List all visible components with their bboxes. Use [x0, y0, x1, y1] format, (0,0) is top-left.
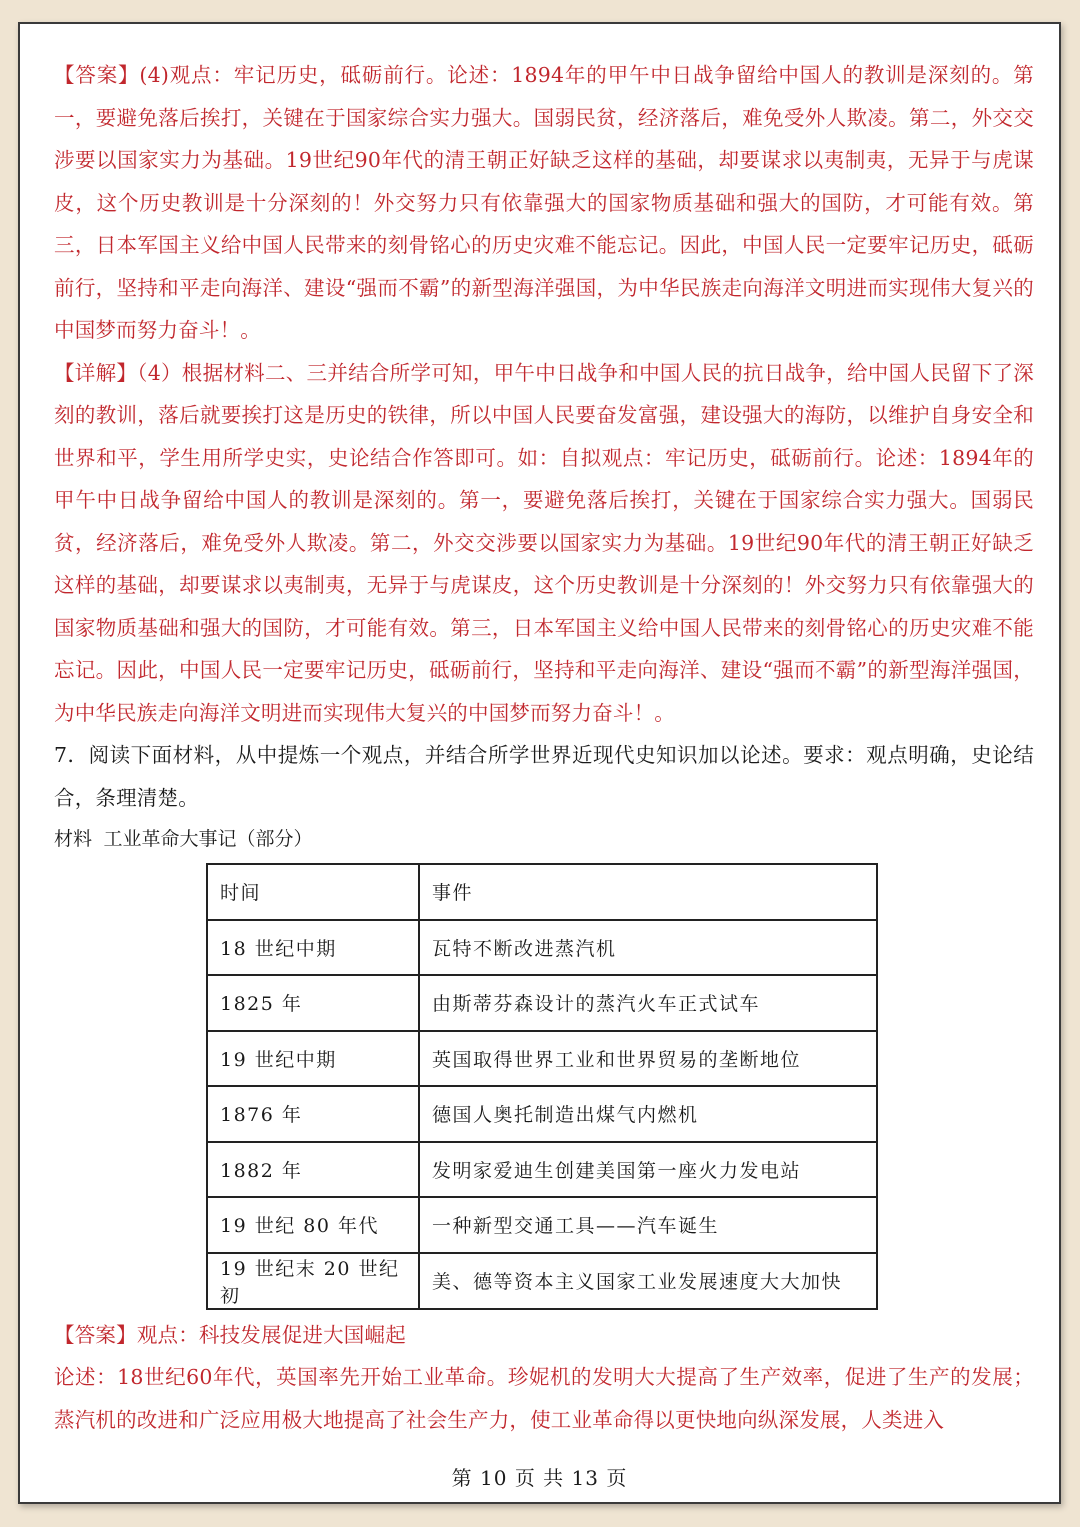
explanation-text: （4）根据材料二、三并结合所学可知，甲午中日战争和中国人民的抗日战争，给中国人民留下了深刻的教训，落后就要挨打这是历史的铁律，所以中国人民要奋发富强，建设强大的海防，以维护自身安全和世界和平，学生用所学史实，史论结合作答即可。如：自拟观点：牢记历史，砥砺前行。论述：1894年的甲午中日战争留给中国人的教训是深刻的。第一，要避免落后挨打，关键在于国家综合实力强大。国弱民贫，经济落后，难免受外人欺凌。第二，外交交涉要以国家实力为基础。19世纪90年代的清王朝正好缺乏这样的基础，却要谋求以夷制夷，无异于与虎谋皮，这个历史教训是十分深刻的！外交努力只有依靠强大的国家物质基础和强大的国防，才可能有效。第三，日本军国主义给中国人民带来的刻骨铭心的历史灾难不能忘记。因此，中国人民一定要牢记历史，砥砺前行，坚持和平走向海洋、建设“强而不霸”的新型海洋强国，为中华民族走向海洋文明进而实现伟大复兴的中国梦而努力奋斗！。 — [54, 360, 1034, 725]
answer-text: 观点：科技发展促进大国崛起 — [136, 1322, 406, 1347]
table-row — [207, 920, 877, 976]
table-cell-time: 19 世纪 80 年代 — [207, 1197, 419, 1253]
document-page — [18, 22, 1061, 1504]
table-cell-time: 19 世纪末 20 世纪初 — [207, 1253, 419, 1309]
answer-paragraph-1 — [54, 54, 1034, 352]
table-row — [207, 975, 877, 1031]
table-row — [207, 1142, 877, 1198]
question-7: 7．阅读下面材料，从中提炼一个观点，并结合所学世界近现代史知识加以论述。要求：观点明确，史论结合，条理清楚。 — [54, 743, 1034, 810]
events-table — [206, 863, 878, 1310]
table-header-event: 事件 — [419, 864, 877, 920]
table-row — [207, 1086, 877, 1142]
answer-text: (4)观点：牢记历史，砥砺前行。论述：1894年的甲午中日战争留给中国人的教训是深刻的。第一，要避免落后挨打，关键在于国家综合实力强大。国弱民贫，经济落后，难免受外人欺凌。第二，外交交涉要以国家实力为基础。19世纪90年代的清王朝正好缺乏这样的基础，却要谋求以夷制夷，无异于与虎谋皮，这个历史教训是十分深刻的！外交努力只有依靠强大的国家物质基础和强大的国防，才可能有效。第三，日本军国主义给中国人民带来的刻骨铭心的历史灾难不能忘记。因此，中国人民一定要牢记历史，砥砺前行，坚持和平走向海洋、建设“强而不霸”的新型海洋强国，为中华民族走向海洋文明进而实现伟大复兴的中国梦而努力奋斗！。 — [54, 63, 1034, 342]
table-cell-event: 德国人奥托制造出煤气内燃机 — [419, 1086, 877, 1142]
table-cell-time: 18 世纪中期 — [207, 920, 419, 976]
table-row — [207, 1197, 877, 1253]
table-row — [207, 1253, 877, 1309]
explanation-label: 【详解】 — [54, 360, 138, 385]
explanation-paragraph — [54, 352, 1034, 735]
page-footer: 第 10 页 共 13 页 — [451, 1466, 628, 1490]
discussion-paragraph: 论述：18世纪60年代，英国率先开始工业革命。珍妮机的发明大大提高了生产效率，促进了生产的发展；蒸汽机的改进和广泛应用极大地提高了社会生产力，使工业革命得以更快地向纵深发展，人类进入 — [54, 1365, 1034, 1432]
table-row — [207, 1031, 877, 1087]
table-cell-event: 美、德等资本主义国家工业发展速度大大加快 — [419, 1253, 877, 1309]
table-cell-time: 1876 年 — [207, 1086, 419, 1142]
table-cell-time: 1825 年 — [207, 975, 419, 1031]
answer-label: 【答案】 — [54, 1322, 137, 1347]
table-header-time: 时间 — [207, 864, 419, 920]
table-cell-event: 英国取得世界工业和世界贸易的垄断地位 — [419, 1031, 877, 1087]
answer-label: 【答案】 — [54, 63, 140, 87]
table-cell-time: 1882 年 — [207, 1142, 419, 1198]
table-cell-event: 由斯蒂芬森设计的蒸汽火车正式试车 — [419, 975, 877, 1031]
table-cell-event: 瓦特不断改进蒸汽机 — [419, 920, 877, 976]
material-caption: 材料 工业革命大事记（部分） — [54, 828, 313, 850]
table-header-row — [207, 864, 877, 920]
page-content — [54, 54, 1034, 1441]
table-cell-event: 一种新型交通工具——汽车诞生 — [419, 1197, 877, 1253]
table-cell-event: 发明家爱迪生创建美国第一座火力发电站 — [419, 1142, 877, 1198]
table-cell-time: 19 世纪中期 — [207, 1031, 419, 1087]
answer-paragraph-2 — [54, 1314, 1034, 1357]
